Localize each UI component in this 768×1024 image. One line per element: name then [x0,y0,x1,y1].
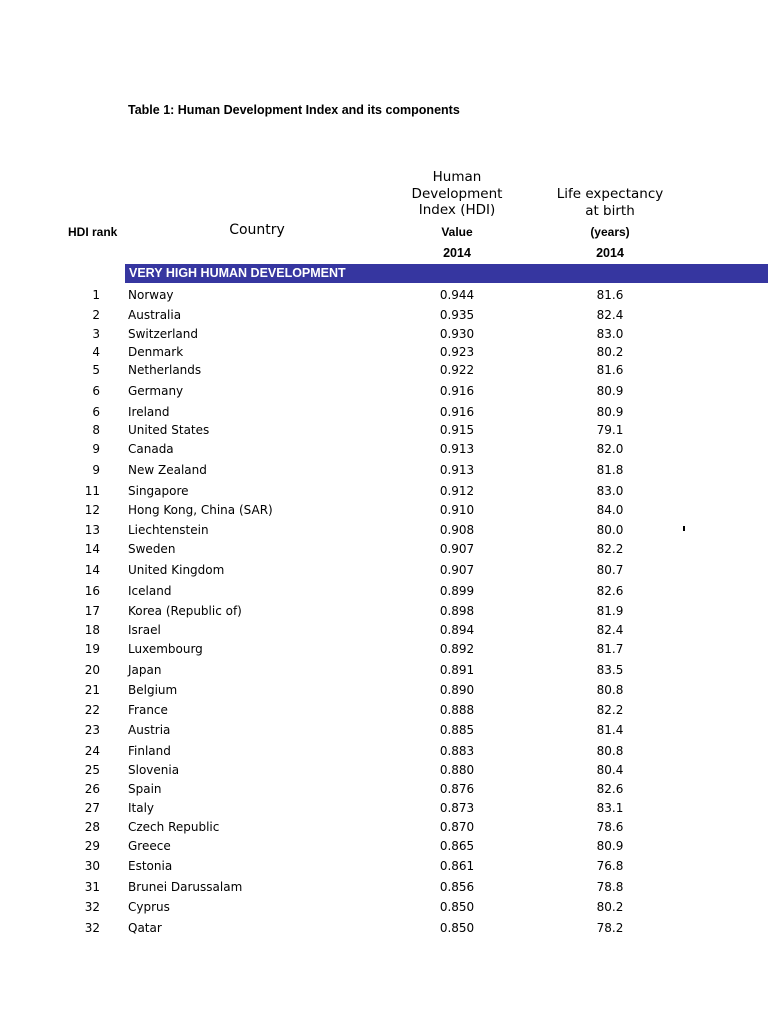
life-expectancy-cell: 80.7 [596,562,624,577]
table-row [0,540,768,558]
table-row [0,305,768,325]
hdi-value-cell: 0.912 [439,484,475,498]
life-expectancy-cell: 78.6 [596,819,624,834]
life-expectancy-cell: 82.4 [596,308,624,322]
rank-cell: 32 [84,899,100,914]
table-row [0,361,768,379]
hdi-value-cell: 0.873 [439,800,475,815]
hdi-column-header [396,169,518,219]
country-cell: Iceland [128,583,172,598]
table-row [0,877,768,897]
country-cell: Qatar [128,921,162,935]
table-body [0,284,768,940]
table-row [0,760,768,779]
hdi-value-cell: 0.861 [439,859,475,873]
hdi-value-cell: 0.910 [439,503,475,517]
rank-cell: 16 [84,583,100,598]
table-row [0,701,768,719]
country-cell: Netherlands [128,363,202,377]
life-expectancy-cell: 83.0 [596,327,624,341]
country-cell: Ireland [128,404,170,419]
hdi-header-line: Development [411,185,503,202]
rank-cell: 4 [92,345,100,359]
rank-cell: 20 [84,662,100,677]
table-row [0,481,768,501]
country-cell: Switzerland [128,327,198,341]
country-cell: Singapore [128,484,189,498]
life-expectancy-cell: 76.8 [596,859,624,873]
hdi-value-cell: 0.898 [439,603,475,618]
table-row [0,719,768,741]
rank-cell: 8 [92,423,100,437]
table-row [0,679,768,701]
rank-cell: 2 [92,308,100,322]
table-row [0,817,768,836]
country-cell: Belgium [128,683,178,697]
hdi-value-cell: 0.880 [439,762,475,777]
rank-cell: 6 [92,404,100,419]
table-row [0,458,768,481]
life-expectancy-cell: 80.9 [596,384,624,398]
hdi-value-cell: 0.916 [439,404,475,419]
rank-cell: 11 [84,484,100,498]
rank-cell: 29 [84,838,100,853]
rank-cell: 14 [84,562,100,577]
life-expectancy-cell: 82.6 [596,583,624,598]
hdi-value-cell: 0.894 [439,622,475,637]
rank-cell: 18 [84,622,100,637]
hdi-value-cell: 0.908 [439,522,475,537]
hdi-value-cell: 0.907 [439,542,475,556]
country-cell: Brunei Darussalam [128,880,243,894]
table-row [0,855,768,877]
life-expectancy-cell: 82.6 [596,781,624,796]
life-expectancy-cell: 78.2 [596,921,624,935]
rank-cell: 23 [84,723,100,737]
life-expectancy-cell: 80.8 [596,743,624,758]
hdi-value-cell: 0.892 [439,642,475,656]
life-expectancy-cell: 80.2 [596,899,624,914]
country-cell: Estonia [128,859,173,873]
life-expectancy-cell: 81.9 [596,603,624,618]
hdi-value-cell: 0.890 [439,683,475,697]
hdi-value-cell: 0.922 [439,363,475,377]
table-row [0,638,768,660]
table-row [0,519,768,540]
hdi-value-cell: 0.930 [439,327,475,341]
hdi-value-cell: 0.888 [439,703,475,717]
table-row [0,420,768,440]
life-expectancy-cell: 81.4 [596,723,624,737]
hdi-value-cell: 0.944 [439,287,475,302]
country-cell: Cyprus [128,899,170,914]
country-cell: Austria [128,723,171,737]
rank-cell: 31 [84,880,100,894]
hdi-value-cell: 0.876 [439,781,475,796]
country-cell: Hong Kong, China (SAR) [128,503,273,517]
hdi-year-header: 2014 [443,246,471,260]
rank-cell: 30 [84,859,100,873]
rank-cell: 17 [84,603,100,618]
table-row [0,403,768,420]
life-expectancy-cell: 83.0 [596,484,624,498]
hdi-value-cell: 0.907 [439,562,475,577]
rank-cell: 14 [84,542,100,556]
life-expectancy-cell: 80.9 [596,404,624,419]
life-expectancy-cell: 80.9 [596,838,624,853]
rank-cell: 19 [84,642,100,656]
country-cell: Greece [128,838,171,853]
section-band-very-high: VERY HIGH HUMAN DEVELOPMENT [125,264,768,283]
rank-column-header: HDI rank [68,225,118,239]
life-expectancy-cell: 83.1 [596,800,624,815]
life-expectancy-cell: 81.8 [596,462,624,477]
rank-cell: 28 [84,819,100,834]
life-header-line: Life expectancy [556,186,664,202]
table-row [0,779,768,798]
country-cell: Japan [128,662,162,677]
rank-cell: 5 [92,363,100,377]
country-cell: Norway [128,287,174,302]
country-cell: Denmark [128,345,184,359]
rank-cell: 9 [92,462,100,477]
life-expectancy-cell: 81.6 [596,287,624,302]
table-row [0,581,768,600]
table-row [0,501,768,519]
table-row [0,836,768,855]
country-cell: Czech Republic [128,819,220,834]
hdi-value-cell: 0.935 [439,308,475,322]
country-cell: Luxembourg [128,642,203,656]
life-expectancy-cell: 80.8 [596,683,624,697]
hdi-value-cell: 0.916 [439,384,475,398]
country-cell: United States [128,423,210,437]
life-expectancy-cell: 80.4 [596,762,624,777]
table-row [0,440,768,458]
rank-cell: 1 [92,287,100,302]
country-cell: Canada [128,442,174,456]
stray-mark [683,526,685,531]
country-cell: Liechtenstein [128,522,209,537]
table-title: Table 1: Human Development Index and its components [128,103,460,117]
hdi-value-cell: 0.913 [439,462,475,477]
country-cell: Spain [128,781,162,796]
life-expectancy-cell: 82.2 [596,542,624,556]
rank-cell: 32 [84,921,100,935]
life-expectancy-cell: 83.5 [596,662,624,677]
table-row [0,343,768,361]
table-row [0,325,768,343]
table-row [0,897,768,916]
hdi-value-cell: 0.850 [439,899,475,914]
rank-cell: 26 [84,781,100,796]
rank-cell: 21 [84,683,100,697]
life-expectancy-column-header [540,186,680,219]
table-row [0,600,768,621]
life-subheader-years: (years) [590,225,630,239]
hdi-value-cell: 0.891 [439,662,475,677]
rank-cell: 12 [84,503,100,517]
life-expectancy-cell: 82.0 [596,442,624,456]
rank-cell: 24 [84,743,100,758]
rank-cell: 27 [84,800,100,815]
hdi-value-cell: 0.899 [439,583,475,598]
hdi-value-cell: 0.913 [439,442,475,456]
rank-cell: 9 [92,442,100,456]
life-expectancy-cell: 79.1 [596,423,624,437]
life-expectancy-cell: 81.7 [596,642,624,656]
hdi-header-line: Human [432,169,482,185]
table-row [0,741,768,760]
life-year-header: 2014 [596,246,624,260]
rank-cell: 25 [84,762,100,777]
table-row [0,660,768,679]
rank-cell: 3 [92,327,100,341]
country-column-header: Country [229,222,285,238]
hdi-value-cell: 0.883 [439,743,475,758]
country-cell: France [128,703,168,717]
country-cell: New Zealand [128,462,207,477]
rank-cell: 13 [84,522,100,537]
hdi-subheader-value: Value [441,225,473,239]
hdi-value-cell: 0.915 [439,423,475,437]
life-expectancy-cell: 80.2 [596,345,624,359]
hdi-value-cell: 0.870 [439,819,475,834]
country-cell: United Kingdom [128,562,225,577]
country-cell: Sweden [128,542,176,556]
life-expectancy-cell: 82.4 [596,622,624,637]
table-row [0,798,768,817]
table-row [0,558,768,581]
country-cell: Australia [128,308,182,322]
table-row [0,621,768,638]
hdi-header-line: Index (HDI) [418,202,496,218]
rank-cell: 22 [84,703,100,717]
life-header-line: at birth [585,202,635,219]
country-cell: Italy [128,800,155,815]
table-row [0,284,768,305]
hdi-value-cell: 0.850 [439,921,475,935]
life-expectancy-cell: 84.0 [596,503,624,517]
life-expectancy-cell: 82.2 [596,703,624,717]
country-cell: Germany [128,384,184,398]
hdi-value-cell: 0.923 [439,345,475,359]
rank-cell: 6 [92,384,100,398]
country-cell: Korea (Republic of) [128,603,242,618]
hdi-value-cell: 0.856 [439,880,475,894]
country-cell: Israel [128,622,161,637]
life-expectancy-cell: 80.0 [596,522,624,537]
table-row [0,916,768,940]
country-cell: Finland [128,743,171,758]
hdi-value-cell: 0.865 [439,838,475,853]
table-row [0,379,768,403]
life-expectancy-cell: 78.8 [596,880,624,894]
country-cell: Slovenia [128,762,180,777]
life-expectancy-cell: 81.6 [596,363,624,377]
hdi-value-cell: 0.885 [439,723,475,737]
